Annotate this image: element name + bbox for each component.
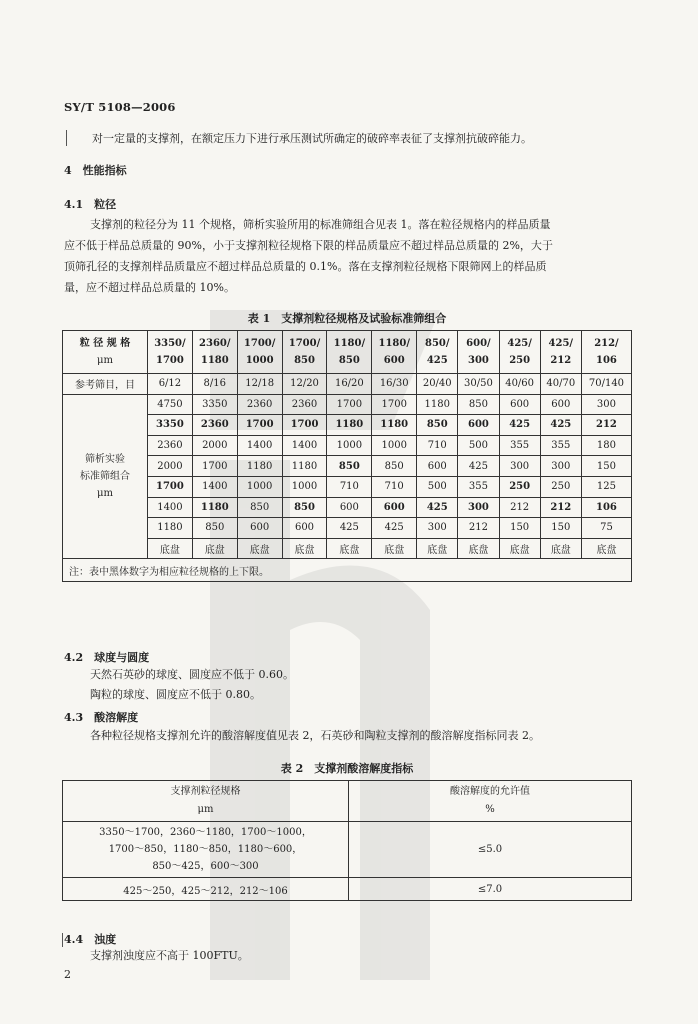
table2-caption: 表 2 支撑剂酸溶解度指标 [280, 762, 414, 775]
size-label-text: 粒 径 规 格 [79, 338, 131, 349]
table1-header-row [63, 331, 632, 374]
para-4-1-line1: 支撑剂的粒径分为 11 个规格，筛析实验所用的标准筛组合见表 1。落在粒径规格内的样品质量 [90, 218, 551, 231]
sieve-cell: 底盘 [192, 538, 237, 559]
sieve-cell: 1180 [237, 456, 282, 477]
sieve-cell: 425 [540, 415, 581, 436]
sieve-cell: 600 [282, 518, 327, 539]
size-header-line: 1700/ [243, 338, 276, 349]
sieve-cell: 300 [540, 456, 581, 477]
sieve-cell: 300 [458, 497, 499, 518]
size-header-5 [372, 331, 417, 374]
size-header-0 [148, 331, 193, 374]
sieve-cell: 425 [327, 518, 372, 539]
table1-caption: 表 1 支撑剂粒径规格及试验标准筛组合 [247, 312, 447, 325]
size-header-line: 600 [383, 355, 405, 366]
sieve-cell: 75 [581, 518, 631, 539]
standard-header: SY/T 5108—2006 [64, 100, 176, 114]
revision-bar-2 [62, 933, 63, 947]
intro-paragraph: 对一定量的支撑剂，在额定压力下进行承压测试所确定的破碎率表征了支撑剂抗破碎能力。 [92, 132, 532, 145]
sieve-row [63, 435, 632, 456]
sieve-cell: 600 [540, 394, 581, 415]
sieve-cell: 1180 [372, 415, 417, 436]
mesh-cell: 12/18 [237, 374, 282, 395]
sieve-cell: 300 [499, 456, 540, 477]
size-header-10 [581, 331, 631, 374]
table2-col1-header [63, 781, 349, 822]
col1-header-unit: μm [197, 804, 214, 815]
para-4-2-line1: 天然石英砂的球度、圆度应不低于 0.60。 [90, 668, 294, 681]
table2 [62, 780, 632, 901]
table2-row-1 [63, 822, 632, 878]
sieve-cell: 1000 [327, 435, 372, 456]
sieve-cell: 850 [327, 456, 372, 477]
sieve-cell: 425 [499, 415, 540, 436]
sieve-cell: 150 [581, 456, 631, 477]
size-header-line: 1180/ [333, 338, 366, 349]
sieve-cell: 2000 [192, 435, 237, 456]
sieve-cell: 212 [458, 518, 499, 539]
sieve-row [63, 415, 632, 436]
mesh-cell: 40/60 [499, 374, 540, 395]
table1 [62, 330, 632, 582]
mesh-cell: 12/20 [282, 374, 327, 395]
sieve-cell: 106 [581, 497, 631, 518]
sieve-cell: 1700 [237, 415, 282, 436]
sieve-cell: 355 [540, 435, 581, 456]
para-4-1-line2: 应不低于样品总质量的 90%，小于支撑剂粒径规格下限的样品质量应不超过样品总质量的 2%，大于 [64, 239, 553, 252]
col2-header-text: 酸溶解度的允许值 [450, 786, 530, 797]
sieve-cell: 底盘 [540, 538, 581, 559]
sieve-cell: 2360 [282, 394, 327, 415]
table2-row1-value: ≤5.0 [349, 822, 632, 878]
size-header-line: 106 [596, 355, 617, 366]
size-header-line: 212/ [594, 338, 619, 349]
size-header-line: 850 [294, 355, 315, 366]
size-header-line: 425/ [507, 338, 532, 349]
sieve-cell: 600 [458, 415, 499, 436]
sieve-cell: 850 [417, 415, 458, 436]
size-header-line: 2360/ [199, 338, 231, 349]
sieve-cell: 250 [540, 476, 581, 497]
sieve-cell: 150 [499, 518, 540, 539]
sieve-cell: 710 [327, 476, 372, 497]
sieve-cell: 4750 [148, 394, 193, 415]
sieve-row [63, 518, 632, 539]
size-header-line: 3350/ [154, 338, 186, 349]
sieve-cell: 355 [458, 476, 499, 497]
table1-size-label [63, 331, 148, 374]
mesh-cell: 16/30 [372, 374, 417, 395]
size-header-line: 600/ [466, 338, 491, 349]
table1-mesh-row [63, 374, 632, 395]
para-4-2-line2: 陶粒的球度、圆度应不低于 0.80。 [90, 688, 261, 701]
col2-header-unit: % [485, 804, 495, 815]
sieve-cell: 1180 [148, 518, 193, 539]
sieve-cell: 底盘 [372, 538, 417, 559]
sieve-cell: 1700 [148, 476, 193, 497]
size-header-4 [327, 331, 372, 374]
sieve-cell: 850 [192, 518, 237, 539]
size-header-line: 850/ [424, 338, 450, 349]
para-4-1-line4: 量，应不超过样品总质量的 10%。 [64, 281, 235, 294]
para-4-3: 各种粒径规格支撑剂允许的酸溶解度值见表 2，石英砂和陶粒支撑剂的酸溶解度指标同表 2。 [90, 729, 540, 742]
size-header-line: 1700/ [288, 338, 321, 349]
table2-header-row [63, 781, 632, 822]
col1-header-text: 支撑剂粒径规格 [170, 786, 241, 797]
sieve-cell: 355 [499, 435, 540, 456]
sieve-cell: 1700 [282, 415, 327, 436]
row1-sizes-line1: 3350～1700，2360～1180，1700～1000， [99, 827, 312, 838]
sieve-cell: 600 [499, 394, 540, 415]
group-label-line: μm [97, 487, 113, 499]
row1-sizes-line2: 1700～850，1180～850，1180～600， [108, 844, 303, 855]
table2-row-2 [63, 878, 632, 901]
sieve-cell: 425 [372, 518, 417, 539]
sieve-cell: 1400 [282, 435, 327, 456]
sieve-cell: 底盘 [581, 538, 631, 559]
section-4-4-heading: 4.4 浊度 [64, 933, 117, 946]
sieve-cell: 600 [327, 497, 372, 518]
sieve-cell: 1000 [372, 435, 417, 456]
sieve-cell: 500 [458, 435, 499, 456]
sieve-cell: 1400 [148, 497, 193, 518]
sieve-cell: 710 [417, 435, 458, 456]
sieve-cell: 600 [417, 456, 458, 477]
mesh-cell: 40/70 [540, 374, 581, 395]
sieve-cell: 300 [581, 394, 631, 415]
sieve-cell: 3350 [192, 394, 237, 415]
size-header-line: 1000 [245, 355, 274, 366]
size-header-6 [417, 331, 458, 374]
sieve-cell: 底盘 [499, 538, 540, 559]
sieve-row [63, 456, 632, 477]
size-header-line: 425/ [548, 338, 574, 349]
size-header-9 [540, 331, 581, 374]
sieve-cell: 1700 [192, 456, 237, 477]
sieve-cell: 425 [458, 456, 499, 477]
sieve-cell: 250 [499, 476, 540, 497]
mesh-cell: 8/16 [192, 374, 237, 395]
sieve-cell: 底盘 [417, 538, 458, 559]
sieve-cell: 212 [540, 497, 581, 518]
sieve-cell: 1180 [282, 456, 327, 477]
size-header-3 [282, 331, 327, 374]
mesh-cell: 6/12 [148, 374, 193, 395]
row1-sizes-line3: 850～425，600～300 [152, 861, 259, 872]
sieve-row [63, 476, 632, 497]
size-header-line: 850 [338, 355, 360, 366]
sieve-cell: 2360 [237, 394, 282, 415]
group-label-line: 标准筛组合 [80, 470, 130, 482]
sieve-cell: 300 [417, 518, 458, 539]
sieve-cell: 850 [458, 394, 499, 415]
sieve-row [63, 538, 632, 559]
mesh-cell: 20/40 [417, 374, 458, 395]
size-header-8 [499, 331, 540, 374]
sieve-cell: 600 [372, 497, 417, 518]
page-number: 2 [64, 968, 71, 981]
sieve-cell: 1000 [282, 476, 327, 497]
sieve-cell: 425 [417, 497, 458, 518]
section-4-3-heading: 4.3 酸溶解度 [64, 711, 139, 724]
mesh-cell: 30/50 [458, 374, 499, 395]
sieve-cell: 1000 [237, 476, 282, 497]
group-label-line: 筛析实验 [85, 453, 125, 465]
table2-row1-sizes [63, 822, 349, 878]
size-header-line: 300 [468, 355, 489, 366]
size-header-line: 1180 [200, 355, 229, 366]
sieve-cell: 2000 [148, 456, 193, 477]
sieve-cell: 底盘 [458, 538, 499, 559]
size-header-7 [458, 331, 499, 374]
mesh-label: 参考筛目，目 [63, 374, 148, 395]
sieve-cell: 212 [581, 415, 631, 436]
para-4-1-line3: 顶筛孔径的支撑剂样品质量应不超过样品总质量的 0.1%。落在支撑剂粒径规格下限筛网上的样品质 [64, 260, 547, 273]
size-header-line: 1180/ [378, 338, 410, 349]
table1-note-row [63, 559, 632, 582]
sieve-cell: 底盘 [282, 538, 327, 559]
table2-col2-header [349, 781, 632, 822]
size-header-line: 250 [509, 355, 531, 366]
sieve-cell: 1400 [237, 435, 282, 456]
sieve-cell: 850 [282, 497, 327, 518]
sieve-cell: 212 [499, 497, 540, 518]
sieve-row [63, 497, 632, 518]
sieve-cell: 180 [581, 435, 631, 456]
sieve-cell: 600 [237, 518, 282, 539]
sieve-cell: 1700 [372, 394, 417, 415]
size-header-line: 1700 [156, 355, 184, 366]
sieve-cell: 850 [372, 456, 417, 477]
sieve-cell: 2360 [148, 435, 193, 456]
table2-row2-value: ≤7.0 [349, 878, 632, 901]
mesh-cell: 16/20 [327, 374, 372, 395]
section-4-1-heading: 4.1 粒径 [64, 198, 117, 211]
sieve-cell: 1700 [327, 394, 372, 415]
sieve-cell: 1180 [192, 497, 237, 518]
para-4-4: 支撑剂浊度应不高于 100FTU。 [90, 949, 249, 962]
sieve-cell: 底盘 [237, 538, 282, 559]
size-header-line: 212 [550, 355, 572, 366]
size-header-1 [192, 331, 237, 374]
sieve-cell: 150 [540, 518, 581, 539]
sieve-cell: 底盘 [327, 538, 372, 559]
sieve-cell: 850 [237, 497, 282, 518]
sieve-cell: 1400 [192, 476, 237, 497]
revision-bar [66, 130, 67, 146]
sieve-cell: 2360 [192, 415, 237, 436]
sieve-group-label [63, 394, 148, 559]
table1-note: 注：表中黑体数字为相应粒径规格的上下限。 [63, 559, 632, 582]
size-label-unit: μm [97, 355, 113, 366]
sieve-cell: 125 [581, 476, 631, 497]
size-header-line: 425 [426, 355, 448, 366]
sieve-row [63, 394, 632, 415]
sieve-cell: 1180 [327, 415, 372, 436]
table2-row2-sizes: 425～250，425～212，212～106 [63, 878, 349, 901]
sieve-cell: 500 [417, 476, 458, 497]
sieve-cell: 底盘 [148, 538, 193, 559]
size-header-2 [237, 331, 282, 374]
sieve-cell: 3350 [148, 415, 193, 436]
mesh-cell: 70/140 [581, 374, 631, 395]
sieve-cell: 1180 [417, 394, 458, 415]
section-4-heading: 4 性能指标 [64, 164, 127, 177]
section-4-2-heading: 4.2 球度与圆度 [64, 651, 150, 664]
sieve-cell: 710 [372, 476, 417, 497]
